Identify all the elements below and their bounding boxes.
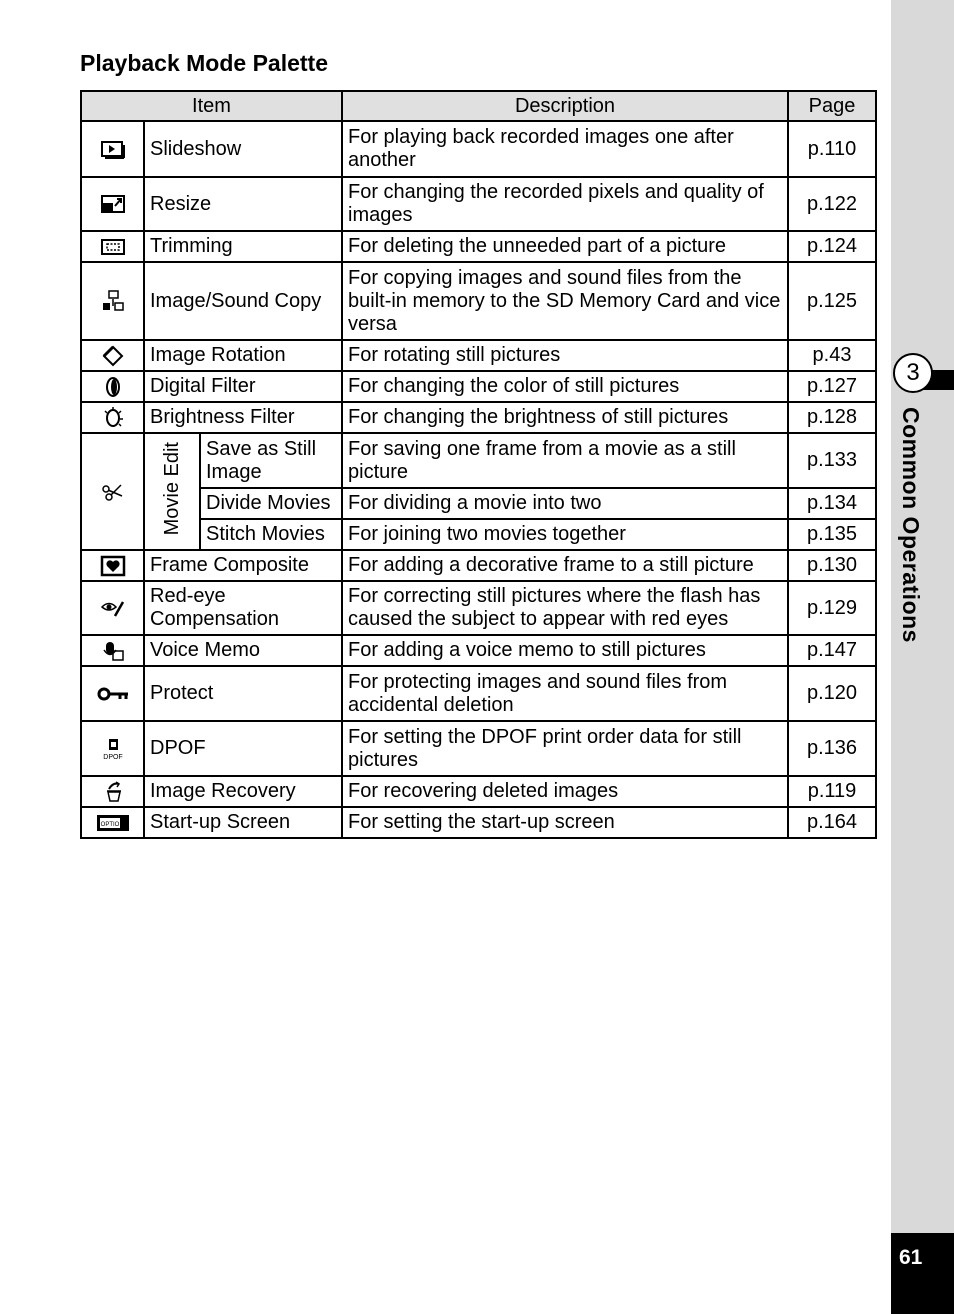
table-row <box>81 635 876 666</box>
table-row <box>81 550 876 581</box>
icon-cell <box>81 262 144 340</box>
table-row <box>81 231 876 262</box>
item-description: For rotating still pictures <box>342 340 788 371</box>
table-row <box>81 402 876 433</box>
icon-cell <box>81 721 144 776</box>
icon-cell <box>81 581 144 635</box>
red-eye-icon <box>99 596 127 620</box>
item-description: For correcting still pictures where the flash has caused the subject to appear with red eyes <box>342 581 788 635</box>
item-name: Divide Movies <box>200 488 342 519</box>
chapter-title: Common Operations <box>898 407 924 643</box>
page-ref: p.147 <box>788 635 876 666</box>
item-name: Resize <box>144 177 342 231</box>
movie-edit-group-cell <box>144 433 200 550</box>
icon-cell <box>81 340 144 371</box>
item-description: For setting the start-up screen <box>342 807 788 838</box>
table-row <box>81 581 876 635</box>
item-name: Image Rotation <box>144 340 342 371</box>
table-row <box>81 519 876 550</box>
item-description: For joining two movies together <box>342 519 788 550</box>
dpof-icon-text: DPOF <box>102 753 123 761</box>
item-name: Image Recovery <box>144 776 342 807</box>
item-description: For recovering deleted images <box>342 776 788 807</box>
item-description: For saving one frame from a movie as a still picture <box>342 433 788 488</box>
page-ref: p.136 <box>788 721 876 776</box>
table-row <box>81 262 876 340</box>
item-description: For changing the color of still pictures <box>342 371 788 402</box>
header-item: Item <box>81 91 342 121</box>
item-name: Trimming <box>144 231 342 262</box>
item-name: Image/Sound Copy <box>144 262 342 340</box>
frame-composite-icon <box>99 554 127 578</box>
header-description: Description <box>342 91 788 121</box>
item-name: Start-up Screen <box>144 807 342 838</box>
item-description: For changing the recorded pixels and quality of images <box>342 177 788 231</box>
slideshow-icon <box>99 137 127 161</box>
item-description: For playing back recorded images one after another <box>342 121 788 177</box>
item-name: Frame Composite <box>144 550 342 581</box>
table-row <box>81 721 876 776</box>
startup-icon-text: OPTIO <box>100 821 119 828</box>
table-row <box>81 371 876 402</box>
page-ref: p.164 <box>788 807 876 838</box>
voice-memo-icon <box>99 639 127 663</box>
page-ref: p.127 <box>788 371 876 402</box>
icon-cell <box>81 402 144 433</box>
item-description: For copying images and sound files from the built-in memory to the SD Memory Card and vice versa <box>342 262 788 340</box>
page-number: 61 <box>899 1246 923 1269</box>
table-row <box>81 340 876 371</box>
protect-key-icon <box>96 682 130 706</box>
icon-cell <box>81 807 144 838</box>
digital-filter-icon <box>99 375 127 399</box>
page-ref: p.120 <box>788 666 876 721</box>
section-heading: Playback Mode Palette <box>80 50 328 76</box>
page-ref: p.128 <box>788 402 876 433</box>
item-description: For adding a voice memo to still pictures <box>342 635 788 666</box>
trimming-icon <box>99 235 127 259</box>
table-row <box>81 433 876 488</box>
page-ref: p.134 <box>788 488 876 519</box>
table-row <box>81 177 876 231</box>
page-ref: p.119 <box>788 776 876 807</box>
page-ref: p.133 <box>788 433 876 488</box>
rotation-icon <box>99 344 127 368</box>
item-name: DPOF <box>144 721 342 776</box>
icon-cell <box>81 666 144 721</box>
header-page: Page <box>788 91 876 121</box>
item-description: For protecting images and sound files from accidental deletion <box>342 666 788 721</box>
movie-edit-label: Movie Edit <box>160 441 183 536</box>
icon-cell <box>81 433 144 550</box>
page-ref: p.129 <box>788 581 876 635</box>
page-ref: p.110 <box>788 121 876 177</box>
item-name: Digital Filter <box>144 371 342 402</box>
icon-cell <box>81 550 144 581</box>
page-ref: p.122 <box>788 177 876 231</box>
chapter-sidebar <box>891 0 954 1314</box>
startup-screen-icon <box>96 811 130 835</box>
playback-palette-table <box>80 90 877 839</box>
item-description: For adding a decorative frame to a still picture <box>342 550 788 581</box>
item-name: Brightness Filter <box>144 402 342 433</box>
item-description: For setting the DPOF print order data for still pictures <box>342 721 788 776</box>
image-recovery-icon <box>99 780 127 804</box>
table-header-row <box>81 91 876 121</box>
item-name: Save as Still Image <box>200 433 342 488</box>
table-row <box>81 121 876 177</box>
item-description: For dividing a movie into two <box>342 488 788 519</box>
item-name: Stitch Movies <box>200 519 342 550</box>
item-name: Protect <box>144 666 342 721</box>
item-description: For deleting the unneeded part of a picture <box>342 231 788 262</box>
chapter-number: 3 <box>893 353 933 393</box>
page-ref: p.130 <box>788 550 876 581</box>
scissors-icon <box>99 480 127 504</box>
page-ref: p.124 <box>788 231 876 262</box>
page-ref: p.43 <box>788 340 876 371</box>
icon-cell <box>81 371 144 402</box>
icon-cell <box>81 776 144 807</box>
table-row <box>81 488 876 519</box>
item-name: Slideshow <box>144 121 342 177</box>
icon-cell <box>81 231 144 262</box>
item-name: Voice Memo <box>144 635 342 666</box>
table-row <box>81 776 876 807</box>
table-row <box>81 807 876 838</box>
page-ref: p.125 <box>788 262 876 340</box>
brightness-filter-icon <box>99 406 127 430</box>
page-ref: p.135 <box>788 519 876 550</box>
icon-cell <box>81 177 144 231</box>
resize-icon <box>99 192 127 216</box>
table-row <box>81 666 876 721</box>
icon-cell <box>81 635 144 666</box>
icon-cell <box>81 121 144 177</box>
item-name: Red-eye Compensation <box>144 581 342 635</box>
page-number-box <box>891 1233 954 1314</box>
dpof-icon <box>99 737 127 761</box>
copy-icon <box>99 289 127 313</box>
item-description: For changing the brightness of still pictures <box>342 402 788 433</box>
